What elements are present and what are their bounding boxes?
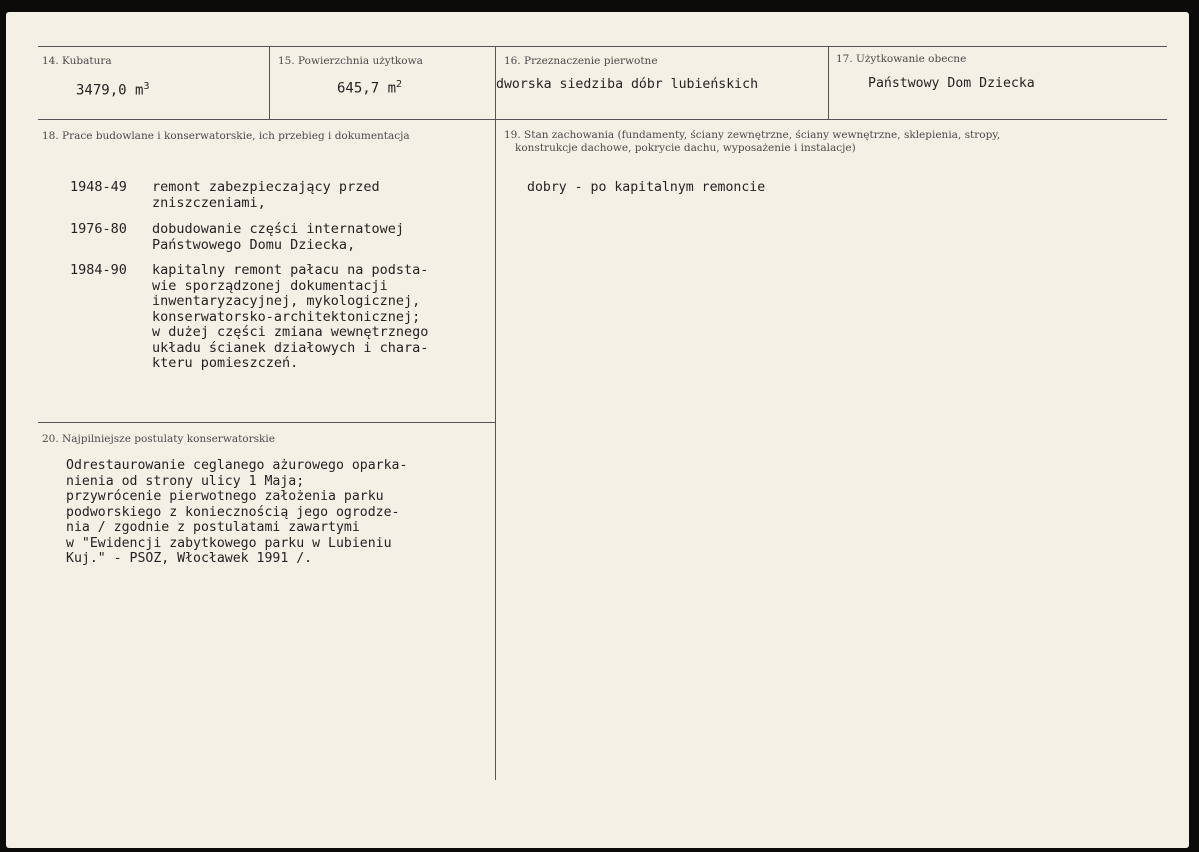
przeznaczenie-value: dworska siedziba dóbr lubieńskich [496, 77, 759, 92]
stan-label [504, 129, 1000, 155]
postulaty-line: Kuj." - PSOZ, Włocławek 1991 /. [66, 551, 313, 566]
postulaty-label: 20. Najpilniejsze postulaty konserwatorskie [42, 433, 275, 445]
kubatura-label: 14. Kubatura [42, 55, 112, 67]
postulaty-line: Odrestaurowanie ceglanego ażurowego oparka- [66, 458, 408, 473]
prace-entry-description [152, 180, 380, 211]
prace-entry-line: remont zabezpieczający przed [152, 179, 380, 195]
powierzchnia-number: 645,7 m [337, 80, 397, 97]
postulaty-line: podworskiego z koniecznością jego ogrodze- [66, 504, 400, 520]
przeznaczenie-label: 16. Przeznaczenie pierwotne [504, 55, 658, 67]
inventory-card [6, 12, 1189, 848]
col-divider-2 [495, 46, 496, 780]
uzytkowanie-label: 17. Użytkowanie obecne [836, 53, 967, 65]
prace-entry-description [152, 263, 428, 372]
kubatura-unit-exponent: 3 [143, 81, 150, 92]
kubatura-number: 3479,0 m [76, 82, 144, 99]
prace-entry-year: 1984-90 [70, 262, 127, 278]
postulaty-line: nienia od strony ulicy 1 Maja; [66, 473, 305, 489]
prace-entry-line: kapitalny remont pałacu na podsta- [152, 262, 429, 278]
prace-entry-line: konserwatorsko-architektonicznej; [152, 308, 421, 325]
prace-entry-line: zniszczeniami, [152, 194, 266, 211]
powierzchnia-label: 15. Powierzchnia użytkowa [278, 55, 423, 67]
stan-label-line: konstrukcje dachowe, pokrycie dachu, wyposażenie i instalacje) [515, 142, 856, 154]
prace-entry-line: w dużej części zmiana wewnętrznego [152, 324, 429, 340]
prace-entry-line: kteru pomieszczeń. [152, 355, 299, 371]
postulaty-text [66, 458, 407, 567]
powierzchnia-value [337, 79, 402, 97]
prace-entry-year: 1976-80 [70, 221, 127, 237]
row-divider-2 [38, 422, 496, 423]
powierzchnia-unit-exponent: 2 [396, 79, 403, 90]
col-divider-3 [828, 46, 829, 119]
postulaty-line: w "Ewidencji zabytkowego parku w Lubieniu [66, 535, 392, 551]
prace-entry-line: inwentaryzacyjnej, mykologicznej, [152, 293, 421, 309]
prace-entry-year: 1948-49 [70, 179, 127, 195]
postulaty-line: przywrócenie pierwotnego założenia parku [66, 489, 384, 504]
prace-entry-line: Państwowego Domu Dziecka, [152, 236, 356, 253]
kubatura-value [76, 81, 149, 99]
col-divider-1 [269, 46, 270, 119]
top-rule [38, 46, 1167, 47]
row-divider-1 [38, 119, 1167, 120]
stan-label-line: 19. Stan zachowania (fundamenty, ściany zewnętrzne, ściany wewnętrzne, sklepienia, stropy, [504, 129, 1001, 141]
prace-entry-line: wie sporządzonej dokumentacji [152, 277, 388, 294]
prace-label: 18. Prace budowlane i konserwatorskie, ich przebieg i dokumentacja [42, 130, 410, 142]
prace-entry-description [152, 222, 404, 253]
prace-entry-line: układu ścianek działowych i chara- [152, 339, 429, 356]
stan-value: dobry - po kapitalnym remoncie [527, 180, 766, 195]
postulaty-line: nia / zgodnie z postulatami zawartymi [66, 520, 360, 535]
prace-entry-line: dobudowanie części internatowej [152, 221, 404, 237]
uzytkowanie-value: Państwowy Dom Dziecka [868, 76, 1035, 91]
